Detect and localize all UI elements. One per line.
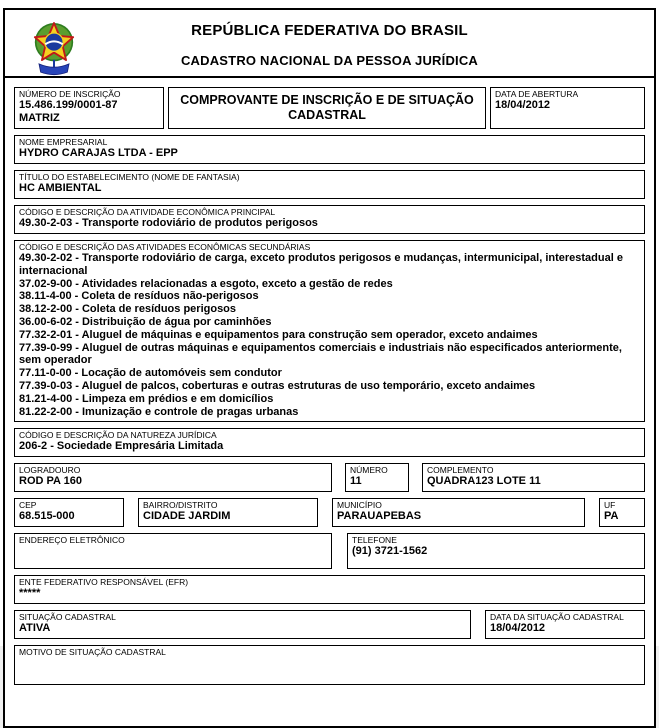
- field-value: HC AMBIENTAL: [19, 182, 102, 194]
- field-label: TÍTULO DO ESTABELECIMENTO (NOME DE FANTASIA): [19, 172, 240, 182]
- field-value: PARAUAPEBAS: [337, 510, 422, 523]
- field-label: CEP: [19, 500, 37, 511]
- field-logradouro: [14, 463, 332, 492]
- field-label: TELEFONE: [352, 535, 397, 546]
- header-titles: [5, 10, 654, 68]
- field-label: DATA DE ABERTURA: [495, 89, 579, 99]
- field-telefone: [347, 533, 645, 569]
- field-motivo-situacao: [14, 645, 645, 685]
- title-cadastro: CADASTRO NACIONAL DA PESSOA JURÍDICA: [180, 53, 479, 68]
- activity-item: 77.32-2-01 - Aluguel de máquinas e equipamentos para construção sem operador, exceto andaimes: [19, 328, 538, 341]
- field-label: NÚMERO DE INSCRIÇÃO: [19, 89, 121, 99]
- activity-item: 49.30-2-02 - Transporte rodoviário de carga, exceto produtos perigosos e mudanças, intermunicipal, interestadual e internacional: [19, 252, 623, 277]
- field-natureza-juridica: [14, 428, 645, 457]
- row-atividades-secundarias: [14, 240, 645, 422]
- field-label: DATA DA SITUAÇÃO CADASTRAL: [490, 612, 624, 623]
- field-label: SITUAÇÃO CADASTRAL: [19, 612, 116, 623]
- field-label: LOGRADOURO: [19, 465, 81, 476]
- document-header: [5, 10, 654, 78]
- row-contato: [14, 533, 645, 569]
- field-complemento: [422, 463, 645, 492]
- field-value: ROD PA 160: [19, 475, 82, 488]
- row-logradouro: [14, 463, 645, 492]
- field-uf: [599, 498, 645, 527]
- row-efr: [14, 575, 645, 604]
- field-value: 11: [350, 475, 362, 488]
- field-nome-empresarial: [14, 135, 645, 164]
- field-tipo-matriz: MATRIZ: [19, 112, 60, 124]
- field-label: CÓDIGO E DESCRIÇÃO DAS ATIVIDADES ECONÔMICAS SECUNDÁRIAS: [19, 242, 311, 252]
- activity-item: 81.21-4-00 - Limpeza em prédios e em domicílios: [19, 392, 274, 405]
- field-value: 18/04/2012: [495, 99, 551, 111]
- field-label: ENTE FEDERATIVO RESPONSÁVEL (EFR): [19, 577, 189, 588]
- row-situacao: [14, 610, 645, 639]
- field-data-abertura: [490, 87, 645, 129]
- field-atividade-principal: [14, 205, 645, 234]
- row-atividade-principal: [14, 205, 645, 234]
- brazil-coat-of-arms-icon: [29, 18, 79, 83]
- field-efr: [14, 575, 645, 604]
- field-label: MUNICÍPIO: [337, 500, 382, 511]
- activity-item: 38.11-4-00 - Coleta de resíduos não-perigosos: [19, 290, 259, 303]
- field-value: HYDRO CARAJAS LTDA - EPP: [19, 147, 178, 159]
- activity-item: 38.12-2-00 - Coleta de resíduos perigosos: [19, 303, 237, 316]
- field-numero-inscricao: [14, 87, 164, 129]
- field-label: CÓDIGO E DESCRIÇÃO DA NATUREZA JURÍDICA: [19, 430, 217, 441]
- field-value: ATIVA: [19, 622, 51, 635]
- document-body: [5, 78, 654, 685]
- field-value: 15.486.199/0001-87: [19, 99, 118, 111]
- activity-item: 37.02-9-00 - Atividades relacionadas a esgoto, exceto a gestão de redes: [19, 277, 393, 290]
- title-republica: REPÚBLICA FEDERATIVA DO BRASIL: [191, 22, 468, 39]
- field-value: (91) 3721-1562: [352, 545, 428, 558]
- field-label: BAIRRO/DISTRITO: [143, 500, 218, 511]
- field-nome-fantasia: [14, 170, 645, 199]
- activity-item: 81.22-2-00 - Imunização e controle de pragas urbanas: [19, 405, 299, 418]
- field-municipio: [332, 498, 585, 527]
- document-frame: [3, 8, 656, 728]
- field-value: [19, 657, 640, 670]
- row-natureza-juridica: [14, 428, 645, 457]
- field-label: NOME EMPRESARIAL: [19, 137, 108, 147]
- field-label: CÓDIGO E DESCRIÇÃO DA ATIVIDADE ECONÔMICA PRINCIPAL: [19, 207, 276, 217]
- field-situacao-cadastral: [14, 610, 471, 639]
- field-bairro-distrito: [138, 498, 318, 527]
- field-data-situacao: [485, 610, 645, 639]
- field-value: 206-2 - Sociedade Empresária Limitada: [19, 440, 224, 453]
- row-nome-fantasia: [14, 170, 645, 199]
- field-label: COMPLEMENTO: [427, 465, 494, 476]
- activity-item: 77.39-0-03 - Aluguel de palcos, coberturas e outras estruturas de uso temporário, exceto andaimes: [19, 379, 536, 392]
- field-label: UF: [604, 500, 616, 511]
- activity-item: 77.39-0-99 - Aluguel de outras máquinas e equipamentos comerciais e industriais não especificados anteriormente, sem operador: [19, 341, 622, 367]
- row-nome-empresarial: [14, 135, 645, 164]
- row-cep-bairro-municipio: [14, 498, 645, 527]
- field-atividades-secundarias: [14, 240, 645, 422]
- field-value: *****: [19, 587, 41, 600]
- field-value: 18/04/2012: [490, 622, 546, 635]
- field-value: QUADRA123 LOTE 11: [427, 475, 541, 488]
- activity-item: 36.00-6-02 - Distribuição de água por caminhões: [19, 315, 272, 328]
- field-value: CIDADE JARDIM: [143, 510, 231, 523]
- activity-item: 77.11-0-00 - Locação de automóveis sem condutor: [19, 367, 282, 380]
- row-motivo-situacao: [14, 645, 645, 685]
- field-label: ENDEREÇO ELETRÔNICO: [19, 535, 125, 546]
- field-endereco-eletronico: [14, 533, 332, 569]
- field-value: 68.515-000: [19, 510, 75, 523]
- field-value: [19, 545, 327, 558]
- comprovante-title-box: COMPROVANTE DE INSCRIÇÃO E DE SITUAÇÃO CADASTRAL: [168, 87, 486, 129]
- field-value: PA: [604, 510, 619, 523]
- field-value: 49.30-2-03 - Transporte rodoviário de produtos perigosos: [19, 217, 318, 229]
- field-cep: [14, 498, 124, 527]
- row-identification: [14, 87, 645, 129]
- field-label: NÚMERO: [350, 465, 388, 476]
- field-label: MOTIVO DE SITUAÇÃO CADASTRAL: [19, 647, 166, 658]
- field-numero: [345, 463, 409, 492]
